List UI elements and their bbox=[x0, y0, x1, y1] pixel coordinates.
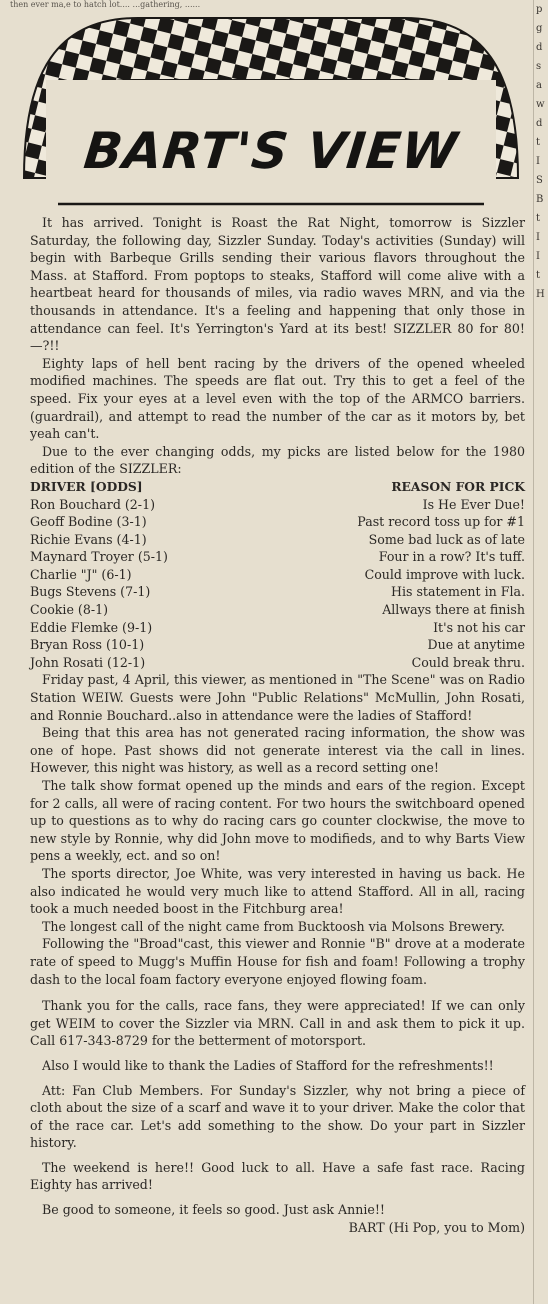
fragment-letter: t bbox=[536, 213, 541, 224]
article-paragraph: It has arrived. Tonight is Roast the Rat Night, tomorrow is Sizzler Saturday, the following day, Sizzler Sunday. Today's activities (Sunday) will begin with Barbeque Grills sending their various flavors throughout the Mass. at Stafford. From poptops to steaks, Stafford will come alive with a heartbeat heard for thousands of miles, via radio waves MRN, and via the thousands in attendance. It's a feeling and happening that only those in attendance can feel. It's Yerrington's Yard at its best! SIZZLER 80 for 80!—?!! bbox=[30, 215, 525, 354]
driver-odds: Bryan Ross (10-1) bbox=[30, 637, 145, 653]
article-paragraph: Due to the ever changing odds, my picks are listed below for the 1980 edition of the SIZZLER: bbox=[30, 443, 525, 477]
pick-row bbox=[30, 548, 525, 566]
pick-reason: Could break thru. bbox=[411, 654, 525, 670]
fragment-letter: s bbox=[536, 61, 542, 72]
pick-row bbox=[30, 531, 525, 549]
article-paragraph: The sports director, Joe White, was very interested in having us back. He also indicated he would very much like to attend Stafford. All in all, racing took a much needed boost in the Fitchburg area! bbox=[30, 865, 525, 917]
pick-row bbox=[30, 496, 525, 514]
fragment-letter: d bbox=[536, 118, 543, 129]
driver-odds: John Rosati (12-1) bbox=[30, 654, 146, 670]
driver-odds: Richie Evans (4-1) bbox=[30, 531, 147, 547]
fragment-letter: a bbox=[536, 80, 542, 91]
fragment-letter: w bbox=[536, 99, 545, 110]
pick-row bbox=[30, 513, 525, 531]
picks-rows bbox=[30, 496, 525, 672]
intro-paragraphs bbox=[30, 214, 525, 478]
article-paragraph: The talk show format opened up the minds and ears of the region. Except for 2 calls, all were of racing content. For two hours the switchboard opened up to questions as to why do racing cars go counter clockwise, the move to new style by Ronnie, why did John move to modifieds, and to why Barts View pens a weekly, ect. and so on! bbox=[30, 778, 525, 864]
adjacent-column-fragment bbox=[533, 0, 548, 1304]
driver-odds: Cookie (8-1) bbox=[30, 602, 109, 618]
article-paragraph: Be good to someone, it feels so good. Just ask Annie!! bbox=[42, 1202, 385, 1218]
reason-heading: REASON FOR PICK bbox=[391, 478, 525, 494]
column-header bbox=[18, 10, 524, 208]
article-paragraph: Thank you for the calls, race fans, they were appreciated! If we can only get WEIM to cover the Sizzler via MRN. Call in and ask them to pick it up. Call 617-343-8729 for the betterment of motorsport. bbox=[30, 998, 525, 1049]
fragment-letter: t bbox=[536, 137, 541, 148]
pick-reason: Due at anytime bbox=[427, 637, 525, 653]
fragment-letter: g bbox=[536, 23, 543, 34]
fragment-letter: H bbox=[536, 289, 545, 300]
fragment-letter: B bbox=[536, 194, 544, 205]
picks-table bbox=[30, 478, 525, 672]
pick-row bbox=[30, 636, 525, 654]
pick-row bbox=[30, 601, 525, 619]
article-paragraph: Eighty laps of hell bent racing by the drivers of the opened wheeled modified machines. The speeds are flat out. Try this to get a feel of the speed. Fix your eyes at a level even with the top of the ARMCO barriers. (guardrail), and attempt to read the number of the car as it motors by, bet yeah can't. bbox=[30, 355, 525, 442]
article-body bbox=[30, 214, 525, 1236]
article-paragraph: The weekend is here!! Good luck to all. Have a safe fast race. Racing Eighty has arrived! bbox=[30, 1159, 525, 1193]
pick-reason: Allways there at finish bbox=[382, 602, 525, 618]
driver-odds-heading: DRIVER [ODDS] bbox=[30, 478, 143, 494]
driver-odds: Charlie "J" (6-1) bbox=[30, 566, 132, 582]
pick-row bbox=[30, 583, 525, 601]
article-paragraph: Friday past, 4 April, this viewer, as mentioned in "The Scene" was on Radio Station WEIW. Guests were John "Public Relations" McMullin, John Rosati, and Ronnie Bouchard..also in attendance were the ladies of Stafford! bbox=[30, 672, 525, 723]
driver-odds: Maynard Troyer (5-1) bbox=[30, 549, 168, 565]
fragment-letter: S bbox=[536, 175, 543, 186]
fragment-letter: p bbox=[536, 4, 543, 15]
column-title: BART'S VIEW bbox=[81, 122, 461, 180]
pick-reason: His statement in Fla. bbox=[390, 584, 525, 600]
article-paragraph: Following the "Broad"cast, this viewer and Ronnie "B" drove at a moderate rate of speed to Mugg's Muffin House for fish and foam! Following a trophy dash to the local foam factory everyone enjoyed flowing foam. bbox=[30, 936, 525, 987]
driver-odds: Eddie Flemke (9-1) bbox=[30, 619, 153, 635]
pick-reason: Some bad luck as of late bbox=[368, 531, 525, 547]
closing-paragraphs bbox=[30, 997, 525, 1219]
signature: BART (Hi Pop, you to Mom) bbox=[348, 1219, 525, 1235]
pick-reason: Past record toss up for #1 bbox=[357, 514, 525, 530]
radio-show-paragraphs bbox=[30, 671, 525, 988]
fragment-letter: d bbox=[536, 42, 543, 53]
pick-row bbox=[30, 566, 525, 584]
pick-reason: Could improve with luck. bbox=[364, 566, 525, 582]
article-paragraph: The longest call of the night came from Bucktoosh via Molsons Brewery. bbox=[42, 918, 505, 934]
fragment-letter: I bbox=[536, 156, 540, 167]
article-paragraph: Also I would like to thank the Ladies of Stafford for the refreshments!! bbox=[42, 1057, 494, 1073]
driver-odds: Bugs Stevens (7-1) bbox=[30, 584, 151, 600]
fragment-letter: I bbox=[536, 251, 540, 262]
pick-reason: Is He Ever Due! bbox=[422, 496, 525, 512]
article-paragraph: Being that this area has not generated racing information, the show was one of hope. Past shows did not generate interest via the call in lines. However, this night was history, as well as a record setting one! bbox=[30, 725, 525, 776]
driver-odds: Geoff Bodine (3-1) bbox=[30, 514, 147, 530]
clipped-previous-article-line: then ever ma,e to hatch lot.... ...gathering, ...... bbox=[10, 0, 201, 9]
pick-reason: Four in a row? It's tuff. bbox=[378, 549, 525, 565]
pick-row bbox=[30, 619, 525, 637]
article-paragraph: Att: Fan Club Members. For Sunday's Sizzler, why not bring a piece of cloth about the size of a scarf and wave it to your driver. Make the color that of the race car. Let's add something to the show. Do your part in Sizzler history. bbox=[30, 1082, 525, 1151]
picks-table-header bbox=[30, 478, 525, 496]
driver-odds: Ron Bouchard (2-1) bbox=[30, 496, 155, 512]
fragment-letter: t bbox=[536, 270, 541, 281]
pick-reason: It's not his car bbox=[433, 619, 525, 635]
pick-row bbox=[30, 654, 525, 672]
fragment-letter: I bbox=[536, 232, 540, 243]
